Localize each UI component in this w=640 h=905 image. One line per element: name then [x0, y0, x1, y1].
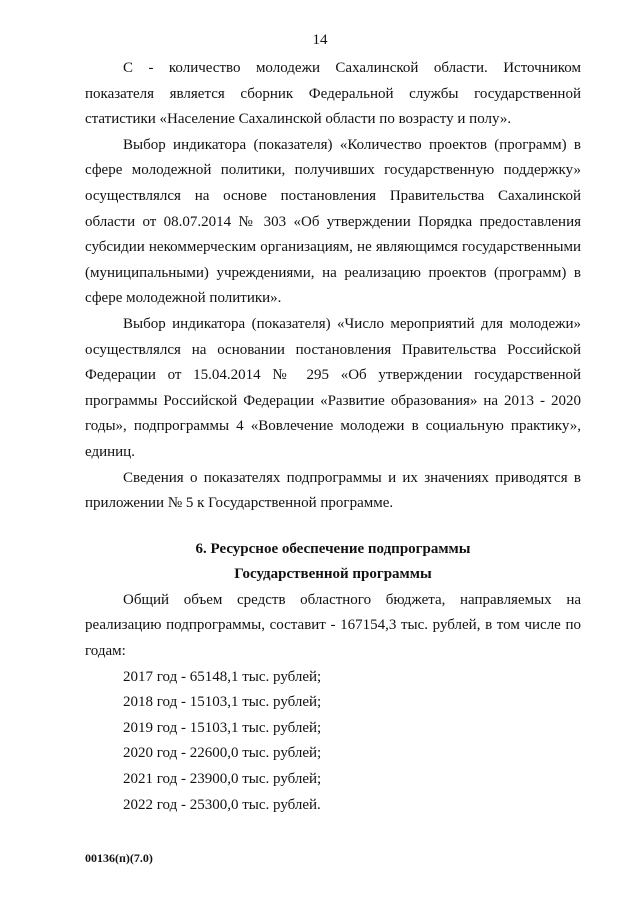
document-code: 00136(п)(7.0)	[85, 851, 153, 865]
document-body	[85, 56, 581, 818]
list-item: 2020 год - 22600,0 тыс. рублей;	[123, 745, 322, 762]
list-item: 2018 год - 15103,1 тыс. рублей;	[123, 694, 322, 711]
paragraph-indicator-source: С - количество молодежи Сахалинской области. Источником показателя является сборник Федеральной службы государственной статистики «Население Сахалинской области по возрасту и полу».	[85, 60, 581, 128]
list-item: 2019 год - 15103,1 тыс. рублей;	[123, 719, 322, 736]
paragraph-events-indicator: Выбор индикатора (показателя) «Число мероприятий для молодежи» осуществлялся на основании постановления Правительства Российской Федерации от 15.04.2014 № 295 «Об утверждении государственной программы Российской Федерации «Развитие образования» на 2013 - 2020 годы», подпрограммы 4 «Вовлечение молодежи в социальную практику», единиц.	[85, 315, 581, 460]
page-number: 14	[312, 32, 328, 48]
list-item: 2022 год - 25300,0 тыс. рублей.	[123, 796, 321, 813]
list-item: 2021 год - 23900,0 тыс. рублей;	[123, 771, 322, 788]
paragraph-projects-indicator: Выбор индикатора (показателя) «Количество проектов (программ) в сфере молодежной политики, получивших государственную поддержку» осуществлялся на основе постановления Правительства Сахалинской области от 08.07.2014 № 303 «Об утверждении Порядка предоставления субсидии некоммерческим организациям, не являющимся государственными (муниципальными) учреждениями, на реализацию проектов (программ) в сфере молодежной политики».	[85, 136, 581, 307]
list-item: 2017 год - 65148,1 тыс. рублей;	[123, 668, 322, 685]
section-heading-line-2: Государственной программы	[234, 566, 432, 583]
paragraph-appendix-reference: Сведения о показателях подпрограммы и их значениях приводятся в приложении № 5 к Государственной программе.	[85, 469, 581, 512]
paragraph-budget-total: Общий объем средств областного бюджета, направляемых на реализацию подпрограммы, составит - 167154,3 тыс. рублей, в том числе по годам:	[85, 591, 581, 660]
section-heading	[85, 537, 581, 588]
section-heading-line-1: 6. Ресурсное обеспечение подпрограммы	[195, 540, 471, 557]
budget-by-year-list	[85, 665, 581, 819]
